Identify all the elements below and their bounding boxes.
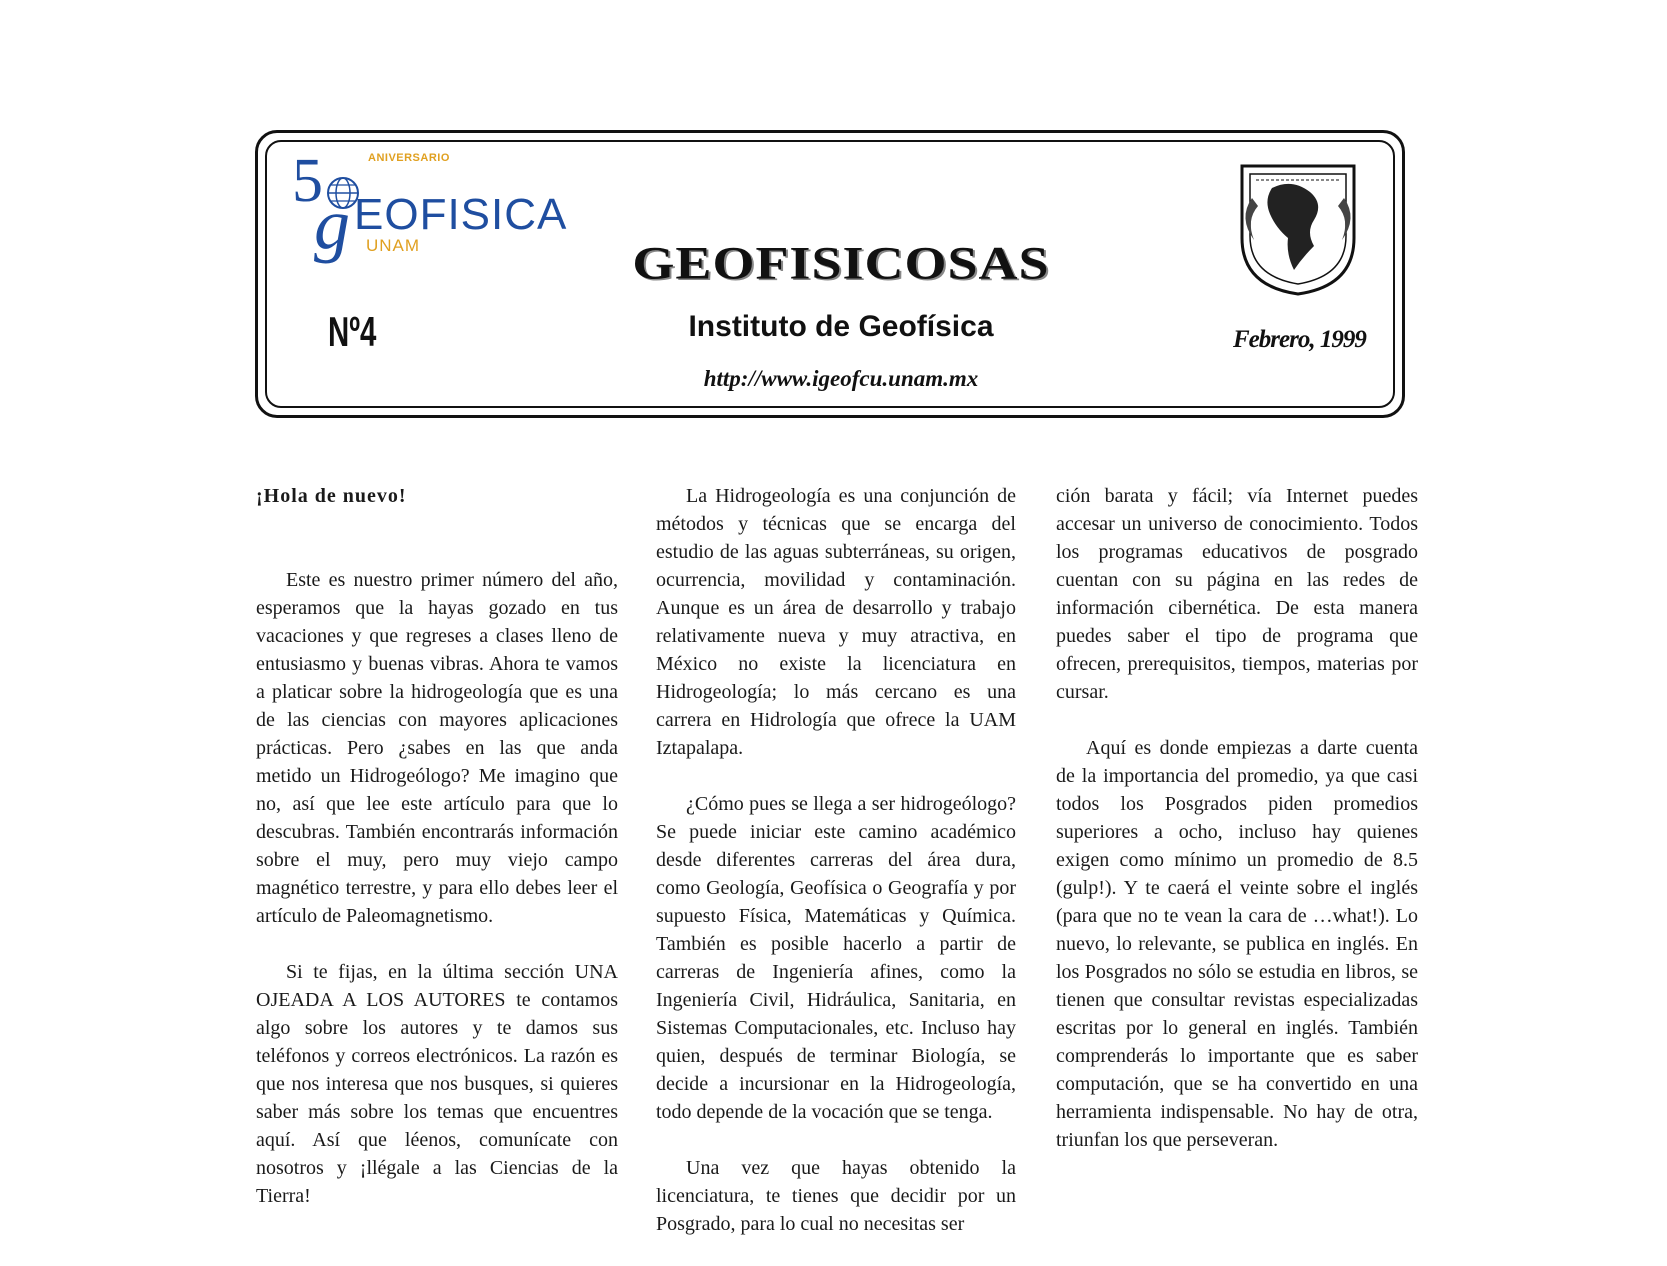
paragraph: La Hidrogeología es una conjunción de métodos y técnicas que se encarga del estudio de las aguas subterráneas, su origen, ocurrencia, movilidad y contaminación. Aunque es un área de desarrollo y trabajo relativamente nueva y muy atractiva, en México no existe la licenciatura en Hidrogeología; lo más cercano es una carrera en Hidrología que ofrece la UAM Iztapalapa. [656,485,1016,759]
paragraph: Este es nuestro primer número del año, esperamos que la hayas gozado en tus vacaciones y que regreses a clases lleno de entusiasmo y buenas vibras. Ahora te vamos a platicar sobre la hidrogeología que es una de las ciencias con mayores aplicaciones prácticas. Pero ¿sabes en las que anda metido un Hidrogeólogo? Me imagino que no, así que lee este artículo para que lo descubras. También encontrarás información sobre el muy, pero muy viejo campo magnético terrestre, y para ello debes leer el artículo de Paleomagnetismo. [256,569,618,927]
logo-anniversary: ANIVERSARIO [368,152,450,164]
paragraph: ción barata y fácil; vía Internet puedes accesar un universo de conocimiento. Todos los programas educativos de posgrado cuentan con su página en las redes de información cibernética. De esta manera puedes saber el tipo de programa que ofrecen, prerequisitos, tiempos, materias por cursar. [1056,485,1418,703]
unam-seal-icon [1232,158,1364,298]
logo-five: 5 [292,147,323,215]
logo-wordmark: EOFISICA [354,190,568,239]
logo-g: g [314,184,350,264]
paragraph: Si te fijas, en la última sección UNA OJEADA A LOS AUTORES te contamos algo sobre los autores y te damos sus teléfonos y correos electrónicos. La razón es que nos interesa que nos busques, si quieres saber más sobre los temas que encuentres aquí. Así que léenos, comunícate con nosotros y ¡llégale a las Ciencias de la Tierra! [256,961,618,1207]
newsletter-title: GEOFISICOSAS [632,237,1050,289]
paragraph: Una vez que hayas obtenido la licenciatura, te tienes que decidir por un Posgrado, para lo cual no necesitas ser [656,1157,1016,1235]
issue-number: Nº4 [328,308,377,355]
logo-unam: UNAM [366,236,421,255]
website-url: http://www.igeofcu.unam.mx [703,366,979,391]
greeting-heading: ¡Hola de nuevo! [256,485,407,507]
column-2 [656,482,1016,1266]
column-1 [256,482,618,1238]
column-3 [1056,482,1418,1182]
issue-date: Febrero, 1999 [1233,326,1366,353]
paragraph: Aquí es donde empiezas a darte cuenta de la importancia del promedio, ya que casi todos los Posgrados piden promedios superiores a ocho, incluso hay quienes exigen como mínimo un promedio de 8.5 (gulp!). Y te caerá el veinte sobre el inglés (para que no te vean la cara de …what!). Lo nuevo, lo relevante, se publica en inglés. En los Posgrados no sólo se estudia en libros, se tienen que consultar revistas especializadas escritas por lo general en inglés. También comprenderás lo importante que es saber computación, que se ha convertido en una herramienta indispensable. No hay de otra, triunfan los que perseveran. [1056,737,1418,1151]
paragraph: ¿Cómo pues se llega a ser hidrogeólogo? Se puede iniciar este camino académico desde diferentes carreras del área dura, como Geología, Geofísica o Geografía y por supuesto Física, Matemáticas y Química. También es posible hacerlo a partir de carreras de Ingeniería afines, como la Ingeniería Civil, Hidráulica, Sanitaria, en Sistemas Computacionales, etc. Incluso hay quien, después de terminar Biología, se decide a incursionar en la Hidrogeología, todo depende de la vocación que se tenga. [656,793,1016,1123]
institute-name: Instituto de Geofísica [688,310,994,343]
geofisica-50-logo [286,147,576,264]
